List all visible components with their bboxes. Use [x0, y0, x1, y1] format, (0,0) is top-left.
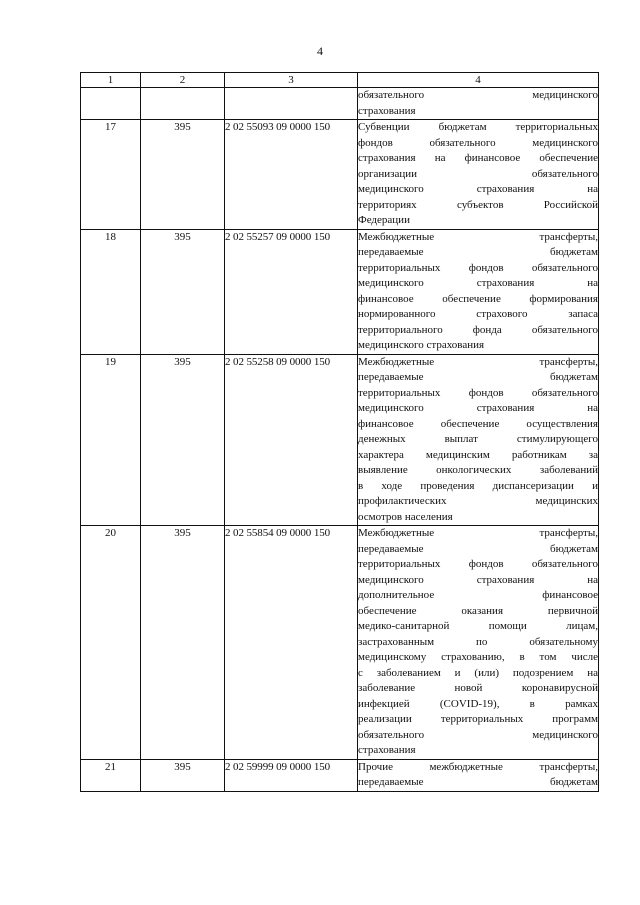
table-row	[81, 354, 599, 526]
description-line: передаваемые бюджетам	[358, 542, 598, 555]
budget-code-cell: 2 02 55854 09 0000 150	[225, 526, 358, 760]
description-cell	[358, 88, 599, 120]
description-cell	[358, 229, 599, 354]
header-col-1: 1	[81, 73, 141, 88]
description-line: Субвенции бюджетам территориальных	[358, 121, 598, 133]
description-line: медицинского страхования на	[358, 402, 598, 414]
description-line: медико-санитарной помощи лицам,	[358, 620, 598, 632]
description-line: территориях субъектов Российской	[358, 198, 598, 211]
description-line: характера медицинским работникам за	[358, 448, 598, 461]
description-line: Прочие межбюджетные трансферты,	[358, 760, 598, 773]
description-line: реализации территориальных программ	[358, 713, 598, 725]
description-line: передаваемые бюджетам	[358, 371, 598, 383]
description-line: территориальных фондов обязательного	[358, 386, 598, 399]
description-line: страхования	[358, 104, 416, 117]
description-line: передаваемые бюджетам	[358, 776, 598, 788]
description-cell	[358, 120, 599, 230]
admin-code-cell: 395	[141, 759, 225, 791]
description-line: Межбюджетные трансферты,	[358, 355, 598, 368]
description-line: заболевание новой коронавирусной	[358, 682, 598, 694]
description-line: медицинского страхования	[358, 339, 485, 351]
description-line: денежных выплат стимулирующего	[358, 433, 598, 445]
description-line: фондов обязательного медицинского	[358, 136, 598, 149]
table-row	[81, 120, 599, 230]
budget-code-cell: 2 02 55257 09 0000 150	[225, 229, 358, 354]
description-line: обеспечение оказания первичной	[358, 604, 598, 617]
description-line: профилактических медицинских	[358, 495, 598, 507]
description-line: страхования	[358, 744, 416, 756]
budget-classification-table	[80, 72, 599, 792]
description-line: Федерации	[358, 214, 410, 226]
description-line: финансовое обеспечение осуществления	[358, 417, 598, 430]
budget-code-cell	[225, 88, 358, 120]
admin-code-cell	[141, 88, 225, 120]
description-line: в ходе проведения диспансеризации и	[358, 479, 598, 492]
description-line: застрахованным по обязательному	[358, 635, 598, 648]
description-line: финансовое обеспечение формирования	[358, 292, 598, 305]
row-number-cell	[81, 88, 141, 120]
row-number-cell: 18	[81, 229, 141, 354]
budget-code-cell: 2 02 59999 09 0000 150	[225, 759, 358, 791]
description-cell	[358, 354, 599, 526]
header-row	[81, 73, 599, 88]
page-number: 4	[317, 44, 323, 58]
table-row	[81, 229, 599, 354]
header-col-4: 4	[358, 73, 599, 88]
description-line: территориальных фондов обязательного	[358, 558, 598, 570]
description-line: передаваемые бюджетам	[358, 246, 598, 258]
description-line: организации обязательного	[358, 167, 598, 180]
budget-code-cell: 2 02 55093 09 0000 150	[225, 120, 358, 230]
description-line: осмотров населения	[358, 510, 453, 523]
budget-code-cell: 2 02 55258 09 0000 150	[225, 354, 358, 526]
description-line: территориальных фондов обязательного	[358, 261, 598, 274]
description-line: обязательного медицинского	[358, 89, 598, 101]
description-line: медицинского страхования на	[358, 573, 598, 586]
description-line: территориального фонда обязательного	[358, 323, 598, 336]
row-number-cell: 17	[81, 120, 141, 230]
header-col-2: 2	[141, 73, 225, 88]
admin-code-cell: 395	[141, 120, 225, 230]
admin-code-cell: 395	[141, 526, 225, 760]
description-line: медицинскому страхованию, в том числе	[358, 651, 598, 663]
description-line: выявление онкологических заболеваний	[358, 464, 598, 476]
description-line: медицинского страхования на	[358, 183, 598, 195]
row-number-cell: 20	[81, 526, 141, 760]
table-row	[81, 526, 599, 760]
description-line: с заболеванием и (или) подозрением на	[358, 666, 598, 679]
header-col-3: 3	[225, 73, 358, 88]
admin-code-cell: 395	[141, 229, 225, 354]
description-line: дополнительное финансовое	[358, 589, 598, 601]
row-number-cell: 19	[81, 354, 141, 526]
description-line: медицинского страхования на	[358, 277, 598, 289]
description-line: нормированного страхового запаса	[358, 308, 598, 320]
description-line: обязательного медицинского	[358, 728, 598, 741]
admin-code-cell: 395	[141, 354, 225, 526]
description-cell	[358, 526, 599, 760]
description-cell	[358, 759, 599, 791]
table-row	[81, 88, 599, 120]
table-row	[81, 759, 599, 791]
description-line: инфекцией (COVID-19), в рамках	[358, 697, 598, 710]
description-line: Межбюджетные трансферты,	[358, 230, 598, 243]
description-line: Межбюджетные трансферты,	[358, 527, 598, 539]
row-number-cell: 21	[81, 759, 141, 791]
description-line: страхования на финансовое обеспечение	[358, 152, 598, 164]
